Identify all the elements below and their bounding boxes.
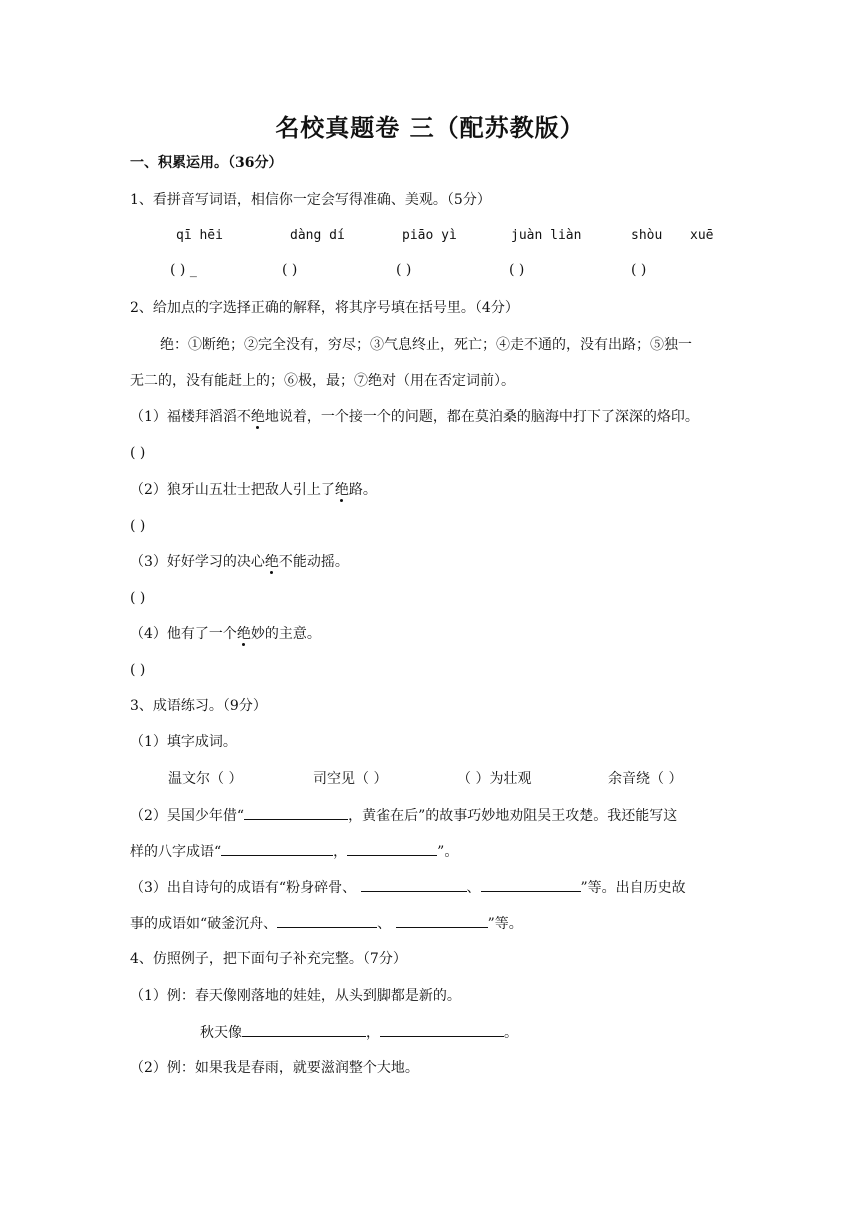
idiom-blank-4[interactable]: 余音绕（ ） (608, 771, 683, 787)
fill-blank[interactable] (347, 841, 437, 856)
question-4-example-1: （1）例：春天像刚落地的娃娃，从头到脚都是新的。 (130, 988, 461, 1004)
question-2-prompt: 2、给加点的字选择正确的解释，将其序号填在括号里。（4分） (130, 300, 519, 316)
answer-paren[interactable]: ( ) (130, 445, 146, 461)
question-1-prompt: 1、看拼音写词语，相信你一定会写得准确、美观。（5分） (130, 192, 491, 208)
dotted-char: 绝 (250, 409, 265, 425)
idiom-blank-2[interactable]: 司空见（ ） (313, 771, 388, 787)
definition-line-2: 无二的，没有能赶上的；⑥极，最；⑦绝对（用在否定词前）。 (130, 373, 515, 389)
answer-box-2[interactable]: ( ) (282, 262, 298, 278)
question-3-sub-2-line-1: （2）吴国少年借“ ，黄雀在后”的故事巧妙地劝阻吴王攻楚。我还能写这 (130, 805, 677, 826)
fill-blank[interactable] (221, 841, 333, 856)
fill-blank[interactable] (361, 877, 467, 892)
question-2-item-1: （1）福楼拜滔滔不绝地说着，一个接一个的问题，都在莫泊桑的脑海中打下了深深的烙印。 (130, 409, 699, 425)
question-2-item-2: （2）狼牙山五壮士把敌人引上了绝路。 (130, 482, 377, 498)
answer-paren[interactable]: ( ) (130, 518, 146, 534)
question-4-prompt: 4、仿照例子，把下面句子补充完整。（7分） (130, 951, 407, 967)
fill-blank[interactable] (242, 1022, 366, 1037)
answer-box-3[interactable]: ( ) (396, 262, 412, 278)
pinyin-1: qī hēi (176, 228, 223, 243)
question-3-prompt: 3、成语练习。（9分） (130, 698, 267, 714)
question-4-example-2: （2）例：如果我是春雨，就要滋润整个大地。 (130, 1060, 419, 1076)
question-3-sub-3-line-1: （3）出自诗句的成语有“粉身碎骨、 、 ”等。出自历史故 (130, 877, 686, 898)
question-3-sub-3-line-2: 事的成语如“破釜沉舟、 、 ”等。 (130, 913, 523, 934)
question-3-sub-1: （1）填字成词。 (130, 734, 237, 750)
idiom-blank-1[interactable]: 温文尔（ ） (168, 771, 243, 787)
pinyin-4: juàn liàn (511, 228, 582, 243)
dotted-char: 绝 (334, 482, 349, 498)
answer-box-1[interactable]: ( ) _ (170, 262, 197, 278)
pinyin-5: shòu (631, 228, 663, 243)
answer-paren[interactable]: ( ) (130, 662, 146, 678)
question-2-item-4: （4）他有了一个绝妙的主意。 (130, 626, 321, 642)
fill-blank[interactable] (380, 1022, 504, 1037)
question-2-item-3: （3）好好学习的决心绝不能动摇。 (130, 554, 349, 570)
idiom-blank-3[interactable]: （ ）为壮观 (457, 771, 532, 787)
dotted-char: 绝 (264, 554, 279, 570)
definition-line-1: 绝：①断绝；②完全没有，穷尽；③气息终止，死亡；④走不通的，没有出路；⑤独一 (160, 337, 692, 353)
fill-blank[interactable] (396, 913, 488, 928)
page-title: 名校真题卷 三（配苏教版） (275, 113, 585, 142)
section-heading: 一、积累运用。（36分） (130, 155, 283, 171)
answer-box-5[interactable]: ( ) (631, 262, 647, 278)
fill-blank[interactable] (481, 877, 581, 892)
answer-paren[interactable]: ( ) (130, 590, 146, 606)
dotted-char: 绝 (236, 626, 251, 642)
answer-box-4[interactable]: ( ) (509, 262, 525, 278)
fill-blank[interactable] (244, 805, 348, 820)
fill-blank[interactable] (277, 913, 377, 928)
pinyin-2: dàng dí (290, 228, 345, 243)
pinyin-3: piāo yì (402, 228, 457, 243)
pinyin-6: xuē (690, 228, 714, 243)
question-4-fill-1: 秋天像 ， 。 (200, 1022, 518, 1043)
question-3-sub-2-line-2: 样的八字成语“ ， ”。 (130, 841, 458, 862)
